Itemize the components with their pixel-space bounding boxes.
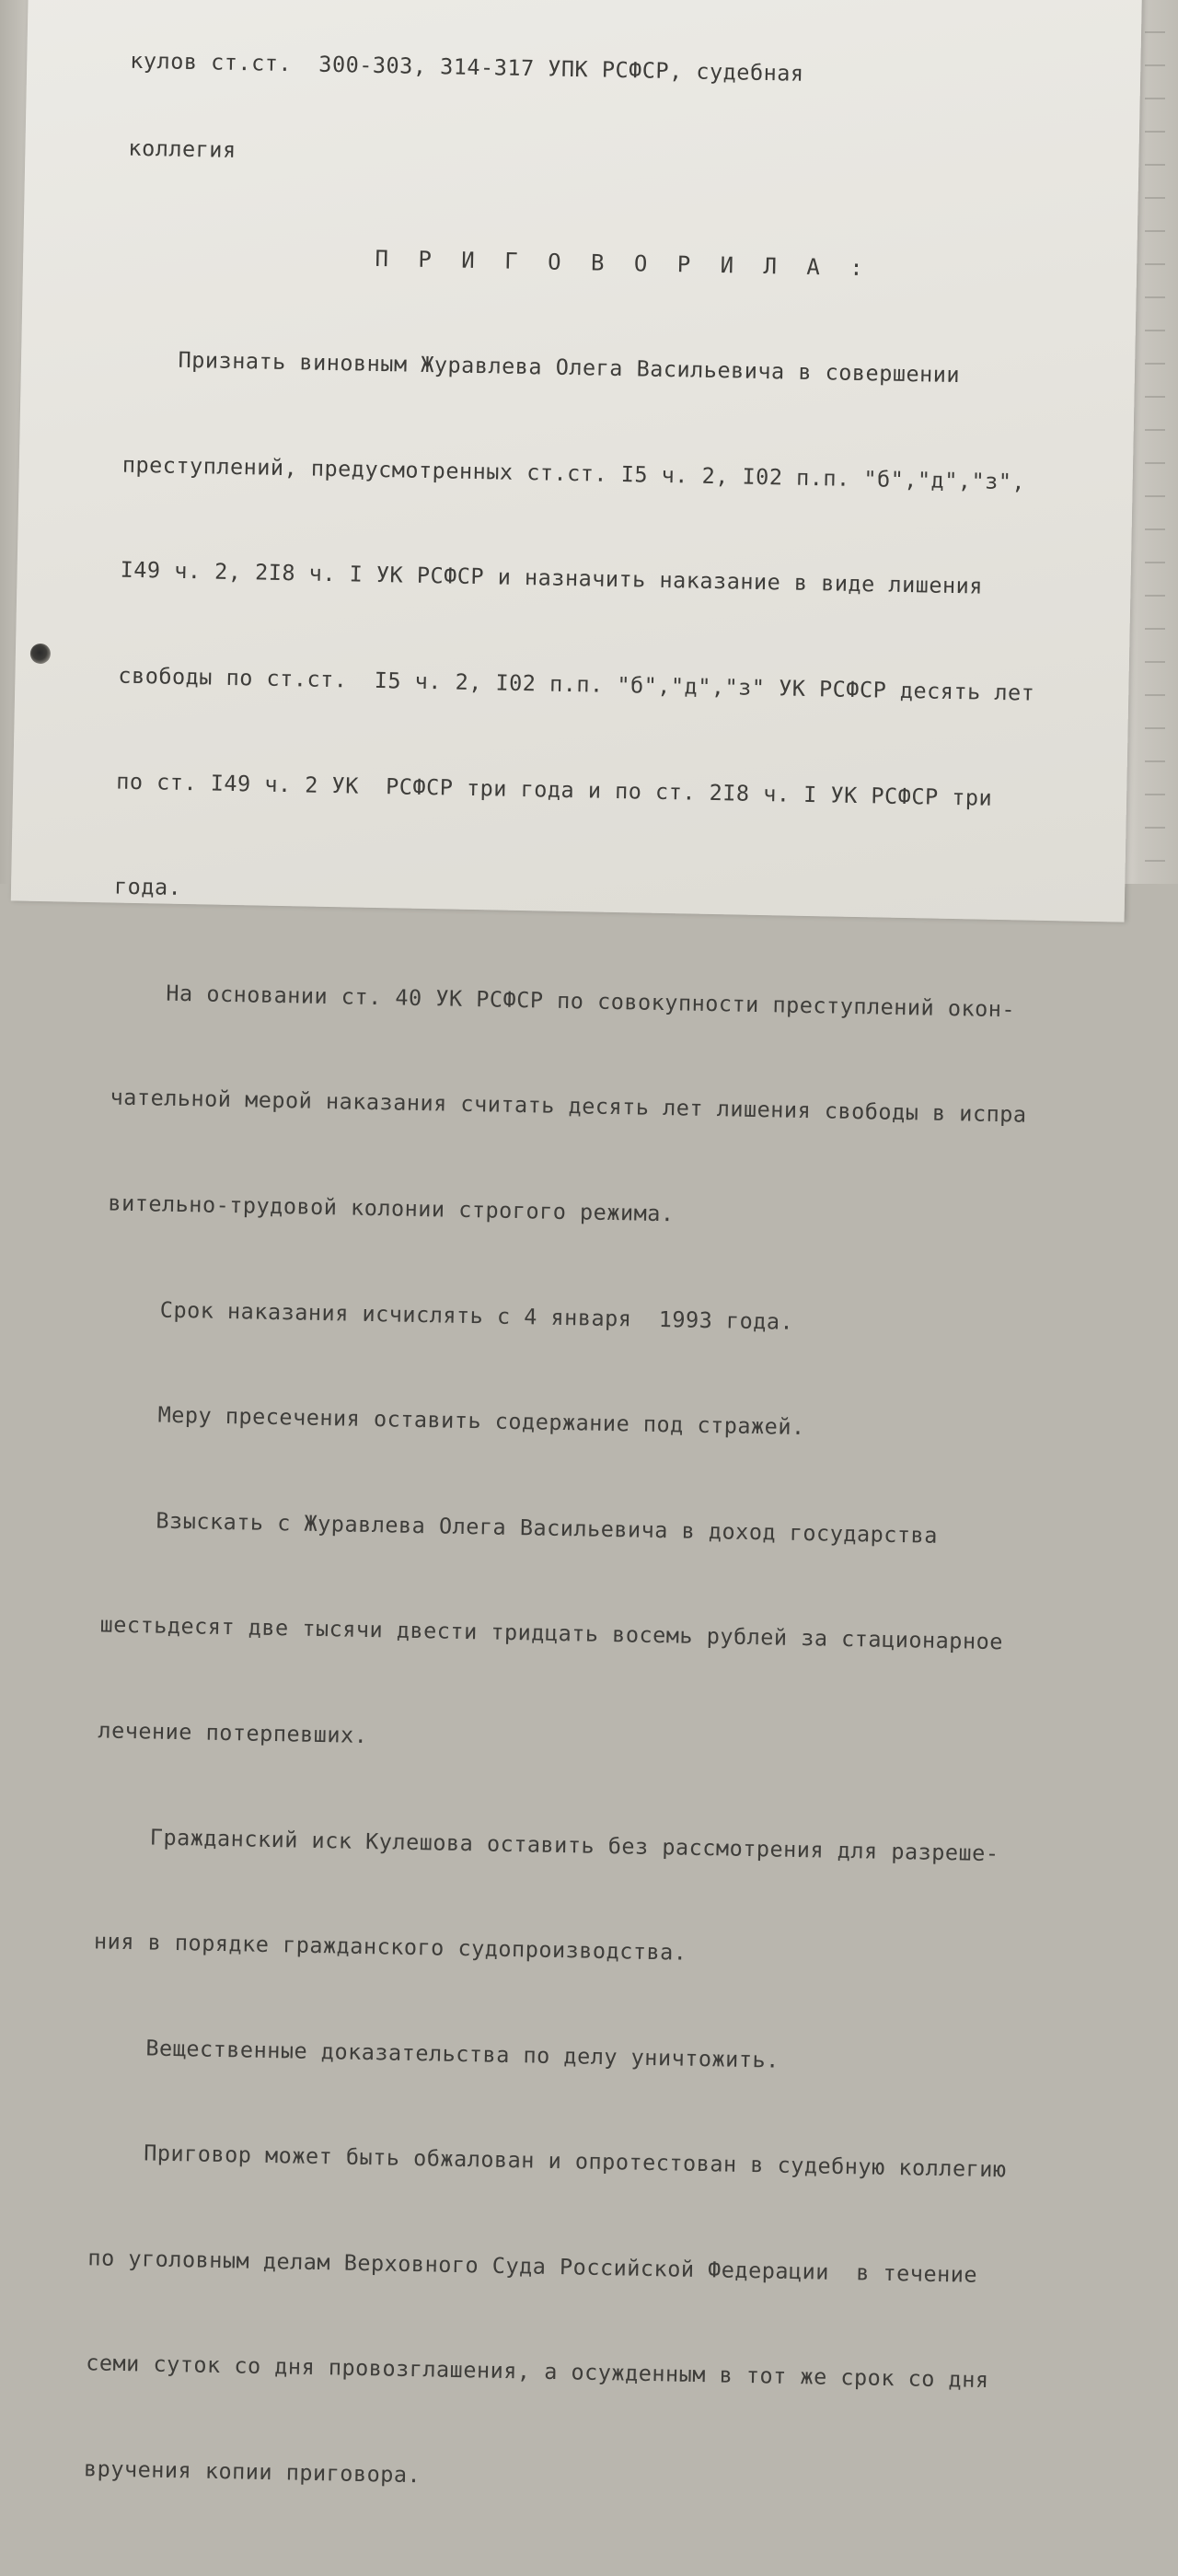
binder-stripes bbox=[1145, 0, 1165, 884]
text-line: Приговор может быть обжалован и опротестован в судебную коллегию bbox=[89, 2139, 1007, 2183]
text-line: по ст. I49 ч. 2 УК РСФСР три года и по ст. 2I8 ч. I УК РСФСР три bbox=[115, 768, 993, 811]
text-line: года. bbox=[113, 873, 182, 901]
header-line: кулов ст.ст. 300-303, 314-317 УПК РСФСР, судебная bbox=[130, 48, 804, 87]
text-line: шестьдесят две тысячи двести тридцать восемь рублей за стационарное bbox=[99, 1611, 1004, 1655]
text-line: вручения копии приговора. bbox=[83, 2455, 422, 2489]
verdict-title: П Р И Г О В О Р И Л А : bbox=[375, 245, 872, 281]
text-line: преступлений, предусмотренных ст.ст. I5 ч. 2, I02 п.п. "б","д","з", bbox=[121, 451, 1026, 495]
header-line-2: коллегия bbox=[128, 134, 237, 163]
text-line: I49 ч. 2, 2I8 ч. I УК РСФСР и назначить наказание в виде лишения bbox=[120, 556, 984, 599]
text-line: свободы по ст.ст. I5 ч. 2, I02 п.п. "б","д","з" УК РСФСР десять лет bbox=[118, 662, 1035, 706]
document-body bbox=[82, 0, 1125, 2576]
text-line: ния в порядке гражданского судопроизводства. bbox=[93, 1928, 687, 1966]
text-line: лечение потерпевших. bbox=[98, 1717, 368, 1748]
text-line: по уголовным делам Верховного Суда Российской Федерации в течение bbox=[87, 2245, 978, 2288]
text-line: Меру пресечения оставить содержание под стражей. bbox=[103, 1400, 805, 1441]
text-line: Вещественные доказательства по делу уничтожить. bbox=[91, 2033, 780, 2073]
punch-hole bbox=[30, 644, 51, 664]
text-line: Взыскать с Журавлева Олега Васильевича в доход государства bbox=[101, 1506, 939, 1549]
text-line: На основании ст. 40 УК РСФСР по совокупности преступлений окон- bbox=[111, 979, 1016, 1023]
text-line: чательной мерой наказания считать десять лет лишения свободы в испра bbox=[110, 1084, 1027, 1128]
text-line: вительно-трудовой колонии строгого режима. bbox=[108, 1189, 675, 1227]
typewritten-page bbox=[11, 0, 1142, 2489]
text-line: Гражданский иск Кулешова оставить без рассмотрения для разреше- bbox=[95, 1822, 999, 1866]
text-line: Признать виновным Журавлева Олега Васильевича в совершении bbox=[123, 345, 961, 389]
text-line: семи суток со дня провозглашения, а осужденным в тот же срок со дня bbox=[85, 2350, 989, 2394]
text-line: Срок наказания исчислять с 4 января 1993 года. bbox=[105, 1294, 794, 1335]
